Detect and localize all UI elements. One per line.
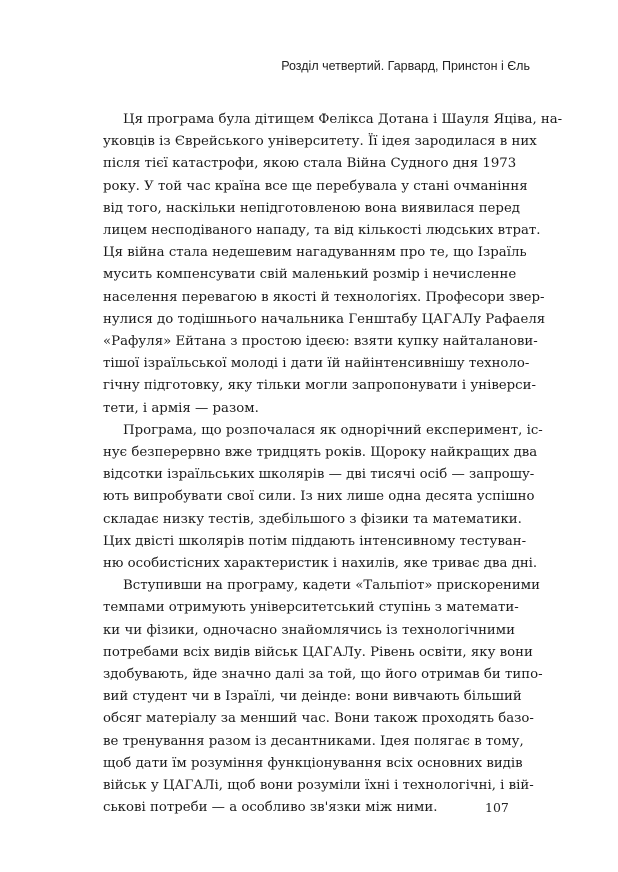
body-text bbox=[103, 109, 563, 820]
text-line: тети, і армія — разом. bbox=[103, 400, 259, 416]
text-line: ню особистісних характеристик і нахилів, яке триває два дні. bbox=[103, 556, 538, 572]
text-line: року. У той час країна все ще перебувала у стані очманіння bbox=[103, 178, 528, 194]
text-line: нує безперервно вже тридцять років. Щороку найкращих два bbox=[103, 445, 538, 461]
paragraph-2 bbox=[103, 420, 543, 575]
text-line: після тієї катастрофи, якою стала Війна Судного дня 1973 bbox=[103, 156, 517, 172]
text-line: Ця війна стала недешевим нагадуванням про те, що Ізраїль bbox=[103, 245, 527, 261]
text-line: нулися до тодішнього начальника Генштабу ЦАГАЛу Рафаеля bbox=[103, 311, 546, 327]
paragraph-3 bbox=[103, 575, 543, 819]
text-line: потребами всіх видів військ ЦАГАЛу. Рівень освіти, яку вони bbox=[103, 644, 533, 660]
text-line: Ця програма була дітищем Фелікса Дотана і Шауля Яціва, на- bbox=[123, 112, 563, 127]
text-line: темпами отримують університетський ступінь з математи- bbox=[103, 600, 519, 616]
text-line: тішої ізраїльської молоді і дати їй найінтенсивнішу техноло- bbox=[103, 356, 530, 372]
text-line: складає низку тестів, здебільшого з фізики та математики. bbox=[103, 511, 522, 527]
text-line: здобувають, йде значно далі за той, що його отримав би типо- bbox=[103, 667, 543, 683]
text-line: Цих двісті школярів потім піддають інтенсивному тестуван- bbox=[103, 533, 527, 549]
text-line: військ у ЦАГАЛі, щоб вони розуміли їхні і технологічні, і вій- bbox=[103, 778, 534, 794]
text-line: населення перевагою в якості й технологіях. Професори звер- bbox=[103, 289, 545, 305]
text-line: щоб дати їм розуміння функціонування всіх основних видів bbox=[103, 755, 523, 771]
text-line: уковців із Єврейського університету. Її ідея зародилася в них bbox=[103, 134, 537, 150]
text-line: «Рафуля» Ейтана з простою ідеєю: взяти купку найталанови- bbox=[103, 334, 538, 350]
text-line: мусить компенсувати свій маленький розмір і нечисленне bbox=[103, 267, 517, 283]
page-number: 107 bbox=[485, 800, 509, 815]
running-header: Розділ четвертий. Гарвард, Принстон і Єль bbox=[281, 59, 530, 73]
text-line: ють випробувати свої сили. Із них лише одна десята успішно bbox=[103, 489, 535, 505]
text-line: ки чи фізики, одночасно знайомлячись із технологічними bbox=[103, 622, 515, 638]
text-line: обсяг матеріалу за менший час. Вони також проходять базо- bbox=[103, 711, 534, 727]
text-line: від того, наскільки непідготовленою вона виявилася перед bbox=[103, 200, 520, 216]
text-line: ве тренування разом із десантниками. Ідея полягає в тому, bbox=[103, 733, 524, 749]
text-line: вий студент чи в Ізраїлі, чи деінде: вони вивчають більший bbox=[103, 689, 522, 705]
text-line: гічну підготовку, яку тільки могли запропонувати і універси- bbox=[103, 378, 536, 394]
text-line: Програма, що розпочалася як однорічний експеримент, іс- bbox=[123, 422, 543, 438]
text-line: Вступивши на програму, кадети «Тальпіот» прискореними bbox=[123, 578, 540, 594]
text-line: ськові потреби — а особливо зв'язки між ними. bbox=[103, 800, 438, 816]
text-line: лицем несподіваного нападу, та від кількості людських втрат. bbox=[103, 223, 541, 239]
paragraph-1 bbox=[103, 109, 563, 420]
text-line: відсотки ізраїльських школярів — дві тисячі осіб — запрошу- bbox=[103, 467, 535, 483]
